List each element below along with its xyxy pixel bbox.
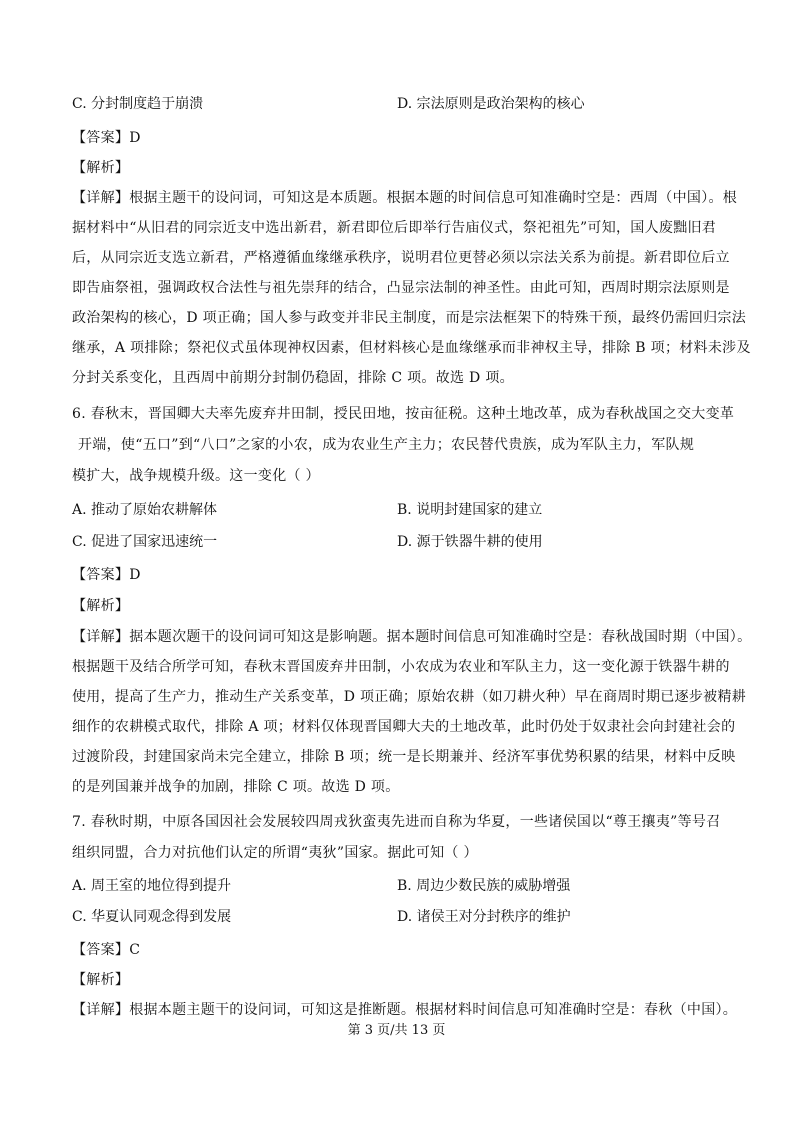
q5-answer: 【答案】D (72, 130, 141, 146)
q5-analysis-line: 据材料中“从旧君的同宗近支中选出新君，新君即位后即举行告庙仪式，祭祀祖先”可知，国人废黜旧君 (72, 220, 717, 236)
q7-answer: 【答案】C (72, 942, 141, 958)
q5-analysis-line: 即告庙祭祖，强调政权合法性与祖先崇拜的结合，凸显宗法制的神圣性。由此可知，西周时期宗法原则是 (72, 280, 730, 296)
q6-analysis-line: 过渡阶段，封建国家尚未完全建立，排除 B 项；统一是长期兼并、经济军事优势积累的结果，材料中反映 (72, 749, 736, 765)
q7-analysis-line: 【详解】根据本题主题干的设问词，可知这是推断题。根据材料时间信息可知准确时空是：春秋（中国）。 (72, 1002, 738, 1018)
q7-option-d: D. 诸侯王对分封秩序的维护 (397, 909, 571, 925)
q7-option-b: B. 周边少数民族的威胁增强 (397, 878, 571, 894)
q6-analysis-line: 的是列国兼并战争的加剧，排除 C 项。故选 D 项。 (72, 779, 400, 795)
q6-analysis-line: 使用，提高了生产力，推动生产关系变革，D 项正确；原始农耕（如刀耕火种）早在商周时期已逐步被精耕 (72, 689, 747, 705)
q7-stem-line: 7. 春秋时期，中原各国因社会发展较四周戎狄蛮夷先进而自称为华夏，一些诸侯国以“尊王攘夷”等号召 (72, 814, 721, 830)
q6-option-b: B. 说明封建国家的建立 (397, 502, 543, 518)
q5-analysis-label: 【解析】 (72, 160, 130, 176)
q5-analysis-line: 继承，A 项排除；祭祀仪式虽体现神权因素，但材料核心是血缘继承而非神权主导，排除 B 项；材料未涉及 (72, 340, 751, 356)
q7-stem-line: 组织同盟，合力对抗他们认定的所谓“夷狄”国家。据此可知（ ） (72, 845, 478, 861)
page-number: 第 3 页/共 13 页 (347, 1023, 446, 1038)
q6-option-c: C. 促进了国家迅速统一 (72, 534, 218, 550)
q6-option-a: A. 推动了原始农耕解体 (72, 502, 218, 518)
q7-analysis-label: 【解析】 (72, 972, 130, 988)
q6-option-d: D. 源于铁器牛耕的使用 (397, 534, 543, 550)
q5-analysis-line: 后，从同宗近支选立新君，严格遵循血缘继承秩序，说明君位更替必须以宗法关系为前提。新君即位后立 (72, 250, 730, 266)
q6-stem-line: 模扩大，战争规模升级。这一变化（ ） (72, 468, 320, 484)
q5-option-d: D. 宗法原则是政治架构的核心 (397, 96, 585, 112)
q6-analysis-line: 【详解】据本题次题干的设问词可知这是影响题。据本题时间信息可知准确时空是：春秋战国时期（中国）。 (72, 629, 752, 645)
q7-option-c: C. 华夏认同观念得到发展 (72, 909, 232, 925)
q5-analysis-line: 政治架构的核心，D 项正确；国人参与政变并非民主制度，而是宗法框架下的特殊干预，最终仍需回归宗法 (72, 310, 747, 326)
q6-stem-line: 开端，使“五口”到“八口”之家的小农，成为农业生产主力；农民替代贵族，成为军队主力，军队规 (78, 437, 695, 453)
q6-analysis-label: 【解析】 (72, 598, 130, 614)
q6-analysis-line: 细作的农耕模式取代，排除 A 项；材料仅体现晋国卿大夫的土地改革，此时仍处于奴隶社会向封建社会的 (72, 719, 736, 735)
q6-answer: 【答案】D (72, 567, 141, 583)
q6-analysis-line: 根据题干及结合所学可知，春秋末晋国废弃井田制，小农成为农业和军队主力，这一变化源于铁器牛耕的 (72, 659, 730, 675)
q5-option-c: C. 分封制度趋于崩溃 (72, 96, 204, 112)
q6-stem-line: 6. 春秋末，晋国卿大夫率先废弃井田制，授民田地，按亩征税。这种土地改革，成为春秋战国之交大变革 (72, 406, 735, 422)
q5-analysis-line: 【详解】根据主题干的设问词，可知这是本质题。根据本题的时间信息可知准确时空是：西周（中国）。根 (72, 190, 738, 206)
q7-option-a: A. 周王室的地位得到提升 (72, 878, 232, 894)
q5-analysis-line: 分封关系变化，且西周中前期分封制仍稳固，排除 C 项。故选 D 项。 (72, 370, 514, 386)
